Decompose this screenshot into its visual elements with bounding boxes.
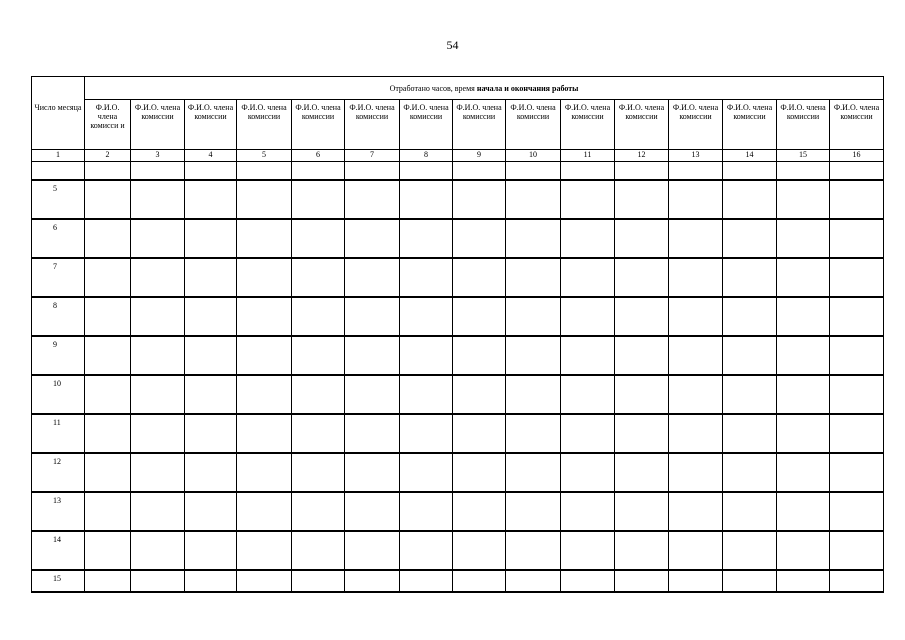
entry-cell[interactable] — [237, 336, 292, 375]
blank-cell — [400, 162, 453, 181]
entry-cell[interactable] — [400, 297, 453, 336]
entry-cell[interactable] — [561, 375, 615, 414]
entry-cell[interactable] — [292, 414, 345, 453]
member-header-4: Ф.И.О. члена комиссии — [185, 100, 237, 150]
entry-cell[interactable] — [292, 180, 345, 219]
entry-cell[interactable] — [453, 570, 506, 592]
column-number-14: 14 — [723, 150, 777, 162]
entry-cell[interactable] — [185, 453, 237, 492]
entry-cell[interactable] — [615, 219, 669, 258]
entry-cell[interactable] — [400, 219, 453, 258]
table-row — [32, 336, 884, 375]
entry-cell[interactable] — [345, 219, 400, 258]
column-number-5: 5 — [237, 150, 292, 162]
column-number-1: 1 — [32, 150, 85, 162]
entry-cell[interactable] — [185, 219, 237, 258]
member-header-2: Ф.И.О. члена комисси и — [85, 100, 131, 150]
entry-cell[interactable] — [185, 258, 237, 297]
table-row — [32, 297, 884, 336]
entry-cell[interactable] — [830, 258, 884, 297]
entry-cell[interactable] — [830, 531, 884, 570]
entry-cell[interactable] — [345, 297, 400, 336]
entry-cell[interactable] — [723, 414, 777, 453]
entry-cell[interactable] — [131, 492, 185, 531]
entry-cell[interactable] — [669, 531, 723, 570]
entry-cell[interactable] — [615, 375, 669, 414]
entry-cell[interactable] — [723, 453, 777, 492]
attendance-table — [31, 76, 884, 593]
blank-cell — [830, 162, 884, 181]
entry-cell[interactable] — [400, 492, 453, 531]
entry-cell[interactable] — [777, 297, 830, 336]
entry-cell[interactable] — [345, 180, 400, 219]
entry-cell[interactable] — [292, 531, 345, 570]
column-number-8: 8 — [400, 150, 453, 162]
entry-cell[interactable] — [292, 297, 345, 336]
entry-cell[interactable] — [85, 375, 131, 414]
column-number-11: 11 — [561, 150, 615, 162]
entry-cell[interactable] — [506, 336, 561, 375]
entry-cell[interactable] — [723, 336, 777, 375]
entry-cell[interactable] — [131, 336, 185, 375]
day-of-month-header: Число месяца — [32, 77, 85, 150]
entry-cell[interactable] — [400, 258, 453, 297]
entry-cell[interactable] — [615, 297, 669, 336]
entry-cell[interactable] — [506, 180, 561, 219]
table-row — [32, 258, 884, 297]
entry-cell[interactable] — [453, 180, 506, 219]
entry-cell[interactable] — [292, 336, 345, 375]
entry-cell[interactable] — [777, 219, 830, 258]
entry-cell[interactable] — [777, 453, 830, 492]
entry-cell[interactable] — [723, 297, 777, 336]
entry-cell[interactable] — [131, 258, 185, 297]
entry-cell[interactable] — [561, 297, 615, 336]
blank-cell — [561, 162, 615, 181]
entry-cell[interactable] — [615, 570, 669, 592]
table-row — [32, 492, 884, 531]
member-header-3: Ф.И.О. члена комиссии — [131, 100, 185, 150]
entry-cell[interactable] — [345, 258, 400, 297]
member-header-13: Ф.И.О. члена комиссии — [669, 100, 723, 150]
entry-cell[interactable] — [292, 258, 345, 297]
entry-cell[interactable] — [506, 453, 561, 492]
entry-cell[interactable] — [453, 297, 506, 336]
entry-cell[interactable] — [453, 492, 506, 531]
entry-cell[interactable] — [561, 258, 615, 297]
entry-cell[interactable] — [185, 336, 237, 375]
entry-cell[interactable] — [345, 375, 400, 414]
entry-cell[interactable] — [400, 375, 453, 414]
table-row — [32, 531, 884, 570]
entry-cell[interactable] — [669, 258, 723, 297]
column-number-7: 7 — [345, 150, 400, 162]
entry-cell[interactable] — [131, 375, 185, 414]
entry-cell[interactable] — [723, 570, 777, 592]
entry-cell[interactable] — [561, 414, 615, 453]
entry-cell[interactable] — [453, 531, 506, 570]
blank-cell — [131, 162, 185, 181]
entry-cell[interactable] — [453, 375, 506, 414]
day-number: 15 — [32, 570, 85, 592]
day-number: 11 — [32, 414, 85, 453]
entry-cell[interactable] — [506, 258, 561, 297]
blank-cell — [453, 162, 506, 181]
entry-cell[interactable] — [669, 453, 723, 492]
entry-cell[interactable] — [131, 414, 185, 453]
entry-cell[interactable] — [400, 570, 453, 592]
member-header-row — [32, 100, 884, 150]
entry-cell[interactable] — [669, 492, 723, 531]
entry-cell[interactable] — [237, 492, 292, 531]
column-number-13: 13 — [669, 150, 723, 162]
entry-cell[interactable] — [777, 336, 830, 375]
entry-cell[interactable] — [506, 492, 561, 531]
entry-cell[interactable] — [400, 414, 453, 453]
column-number-6: 6 — [292, 150, 345, 162]
day-number: 5 — [32, 180, 85, 219]
blank-cell — [506, 162, 561, 181]
entry-cell[interactable] — [237, 180, 292, 219]
entry-cell[interactable] — [830, 336, 884, 375]
entry-cell[interactable] — [615, 492, 669, 531]
day-number: 7 — [32, 258, 85, 297]
entry-cell[interactable] — [777, 414, 830, 453]
entry-cell[interactable] — [830, 219, 884, 258]
entry-cell[interactable] — [830, 414, 884, 453]
entry-cell[interactable] — [615, 453, 669, 492]
column-number-16: 16 — [830, 150, 884, 162]
entry-cell[interactable] — [85, 258, 131, 297]
entry-cell[interactable] — [237, 531, 292, 570]
entry-cell[interactable] — [830, 375, 884, 414]
entry-cell[interactable] — [85, 336, 131, 375]
entry-cell[interactable] — [777, 531, 830, 570]
entry-cell[interactable] — [400, 336, 453, 375]
entry-cell[interactable] — [292, 492, 345, 531]
table-row — [32, 570, 884, 592]
entry-cell[interactable] — [185, 375, 237, 414]
entry-cell[interactable] — [453, 414, 506, 453]
entry-cell[interactable] — [400, 180, 453, 219]
entry-cell[interactable] — [453, 336, 506, 375]
entry-cell[interactable] — [185, 492, 237, 531]
entry-cell[interactable] — [723, 531, 777, 570]
blank-cell — [669, 162, 723, 181]
entry-cell[interactable] — [723, 375, 777, 414]
member-header-8: Ф.И.О. члена комиссии — [400, 100, 453, 150]
table-row — [32, 375, 884, 414]
day-number: 13 — [32, 492, 85, 531]
entry-cell[interactable] — [85, 570, 131, 592]
entry-cell[interactable] — [506, 375, 561, 414]
entry-cell[interactable] — [237, 375, 292, 414]
day-number: 8 — [32, 297, 85, 336]
member-header-6: Ф.И.О. члена комиссии — [292, 100, 345, 150]
entry-cell[interactable] — [777, 258, 830, 297]
entry-cell[interactable] — [131, 180, 185, 219]
entry-cell[interactable] — [830, 570, 884, 592]
column-number-15: 15 — [777, 150, 830, 162]
entry-cell[interactable] — [85, 453, 131, 492]
member-header-11: Ф.И.О. члена комиссии — [561, 100, 615, 150]
entry-cell[interactable] — [615, 258, 669, 297]
blank-cell — [615, 162, 669, 181]
blank-cell — [85, 162, 131, 181]
entry-cell[interactable] — [131, 570, 185, 592]
blank-cell — [185, 162, 237, 181]
entry-cell[interactable] — [669, 414, 723, 453]
entry-cell[interactable] — [345, 453, 400, 492]
blank-row — [32, 162, 884, 181]
hours-worked-header-bold: начала и окончания работы — [476, 83, 579, 93]
entry-cell[interactable] — [453, 258, 506, 297]
table-row — [32, 414, 884, 453]
entry-cell[interactable] — [237, 453, 292, 492]
entry-cell[interactable] — [453, 453, 506, 492]
entry-cell[interactable] — [185, 414, 237, 453]
entry-cell[interactable] — [237, 258, 292, 297]
entry-cell[interactable] — [669, 180, 723, 219]
blank-cell — [237, 162, 292, 181]
entry-cell[interactable] — [777, 570, 830, 592]
entry-cell[interactable] — [561, 492, 615, 531]
entry-cell[interactable] — [345, 336, 400, 375]
entry-cell[interactable] — [85, 297, 131, 336]
table-row — [32, 219, 884, 258]
entry-cell[interactable] — [561, 453, 615, 492]
entry-cell[interactable] — [723, 219, 777, 258]
column-number-row — [32, 150, 884, 162]
entry-cell[interactable] — [85, 219, 131, 258]
entry-cell[interactable] — [506, 531, 561, 570]
entry-cell[interactable] — [669, 297, 723, 336]
member-header-7: Ф.И.О. члена комиссии — [345, 100, 400, 150]
day-number: 12 — [32, 453, 85, 492]
entry-cell[interactable] — [292, 219, 345, 258]
entry-cell[interactable] — [345, 531, 400, 570]
entry-cell[interactable] — [292, 375, 345, 414]
entry-cell[interactable] — [561, 180, 615, 219]
member-header-5: Ф.И.О. члена комиссии — [237, 100, 292, 150]
entry-cell[interactable] — [400, 531, 453, 570]
entry-cell[interactable] — [85, 531, 131, 570]
entry-cell[interactable] — [830, 297, 884, 336]
entry-cell[interactable] — [669, 336, 723, 375]
blank-cell — [32, 162, 85, 181]
entry-cell[interactable] — [85, 414, 131, 453]
entry-cell[interactable] — [237, 219, 292, 258]
day-number: 10 — [32, 375, 85, 414]
entry-cell[interactable] — [185, 570, 237, 592]
entry-cell[interactable] — [131, 453, 185, 492]
entry-cell[interactable] — [669, 375, 723, 414]
table-row — [32, 180, 884, 219]
entry-cell[interactable] — [615, 336, 669, 375]
hours-worked-header — [85, 77, 884, 100]
entry-cell[interactable] — [292, 453, 345, 492]
member-header-15: Ф.И.О. члена комиссии — [777, 100, 830, 150]
column-number-12: 12 — [615, 150, 669, 162]
blank-cell — [292, 162, 345, 181]
entry-cell[interactable] — [561, 219, 615, 258]
entry-cell[interactable] — [506, 570, 561, 592]
table-row — [32, 453, 884, 492]
hours-worked-header-text: Отработано часов, время — [389, 83, 477, 93]
column-number-10: 10 — [506, 150, 561, 162]
entry-cell[interactable] — [237, 297, 292, 336]
entry-cell[interactable] — [777, 180, 830, 219]
column-number-4: 4 — [185, 150, 237, 162]
entry-cell[interactable] — [615, 531, 669, 570]
entry-cell[interactable] — [615, 180, 669, 219]
entry-cell[interactable] — [615, 414, 669, 453]
entry-cell[interactable] — [131, 531, 185, 570]
entry-cell[interactable] — [506, 219, 561, 258]
entry-cell[interactable] — [669, 219, 723, 258]
entry-cell[interactable] — [561, 336, 615, 375]
column-number-9: 9 — [453, 150, 506, 162]
blank-cell — [345, 162, 400, 181]
entry-cell[interactable] — [345, 492, 400, 531]
entry-cell[interactable] — [723, 180, 777, 219]
entry-cell[interactable] — [185, 180, 237, 219]
entry-cell[interactable] — [345, 414, 400, 453]
entry-cell[interactable] — [723, 258, 777, 297]
blank-cell — [723, 162, 777, 181]
entry-cell[interactable] — [506, 297, 561, 336]
entry-cell[interactable] — [453, 219, 506, 258]
member-header-16: Ф.И.О. члена комиссии — [830, 100, 884, 150]
day-number: 9 — [32, 336, 85, 375]
entry-cell[interactable] — [131, 219, 185, 258]
entry-cell[interactable] — [237, 570, 292, 592]
entry-cell[interactable] — [131, 297, 185, 336]
entry-cell[interactable] — [85, 492, 131, 531]
entry-cell[interactable] — [400, 453, 453, 492]
entry-cell[interactable] — [561, 570, 615, 592]
entry-cell[interactable] — [561, 531, 615, 570]
member-header-10: Ф.И.О. члена комиссии — [506, 100, 561, 150]
entry-cell[interactable] — [237, 414, 292, 453]
day-number: 6 — [32, 219, 85, 258]
entry-cell[interactable] — [185, 531, 237, 570]
entry-cell[interactable] — [830, 180, 884, 219]
entry-cell[interactable] — [85, 180, 131, 219]
entry-cell[interactable] — [830, 453, 884, 492]
entry-cell[interactable] — [669, 570, 723, 592]
entry-cell[interactable] — [345, 570, 400, 592]
entry-cell[interactable] — [777, 375, 830, 414]
page-number: 54 — [446, 38, 459, 52]
day-number: 14 — [32, 531, 85, 570]
member-header-9: Ф.И.О. члена комиссии — [453, 100, 506, 150]
blank-cell — [777, 162, 830, 181]
entry-cell[interactable] — [723, 492, 777, 531]
entry-cell[interactable] — [292, 570, 345, 592]
entry-cell[interactable] — [506, 414, 561, 453]
entry-cell[interactable] — [777, 492, 830, 531]
column-number-3: 3 — [131, 150, 185, 162]
member-header-14: Ф.И.О. члена комиссии — [723, 100, 777, 150]
entry-cell[interactable] — [185, 297, 237, 336]
member-header-12: Ф.И.О. члена комиссии — [615, 100, 669, 150]
entry-cell[interactable] — [830, 492, 884, 531]
column-number-2: 2 — [85, 150, 131, 162]
